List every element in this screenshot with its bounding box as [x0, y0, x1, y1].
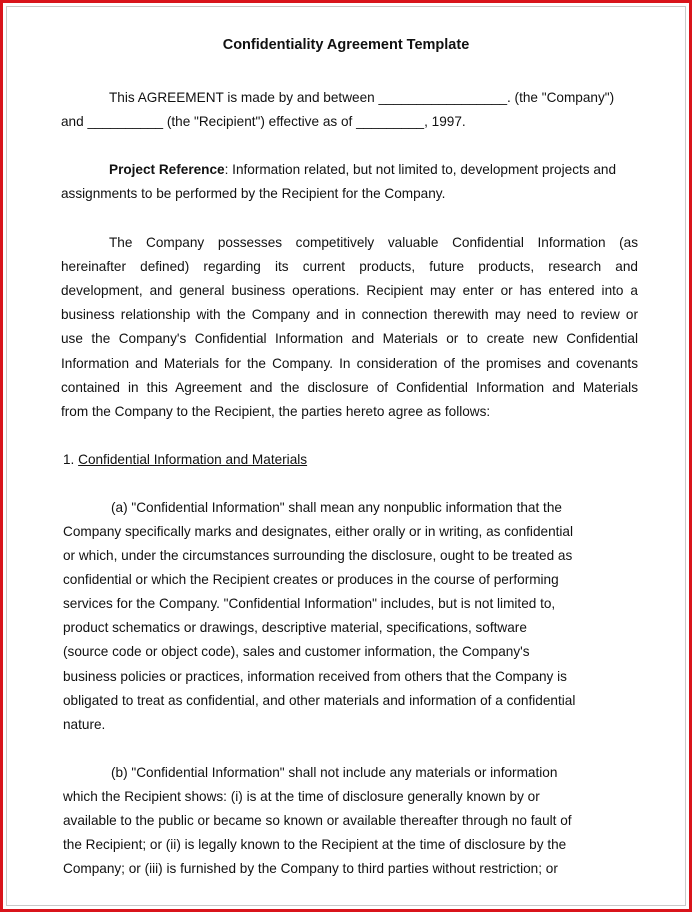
para-a-line: obligated to treat as confidential, and other materials and information of a confidential: [63, 693, 576, 708]
para-a-line: confidential or which the Recipient creates or produces in the course of performing: [63, 572, 559, 587]
company-para-line: contained in this Agreement and the disclosure of Confidential Information and Materials: [61, 380, 638, 395]
company-para-line: use the Company's Confidential Information and Materials or to create new Confidential: [61, 331, 638, 346]
para-b-line: (b) "Confidential Information" shall not include any materials or information: [111, 765, 558, 780]
para-a-line: (source code or object code), sales and customer information, the Company's: [63, 644, 530, 659]
para-a-line: product schematics or drawings, descriptive material, specifications, software: [63, 620, 527, 635]
section-1-number: 1.: [63, 452, 79, 467]
project-reference-text: : Information related, but not limited to, development projects and: [224, 162, 617, 177]
company-para-line: hereinafter defined) regarding its current products, future products, research and: [61, 259, 638, 274]
para-b-line: Company; or (iii) is furnished by the Company to third parties without restriction; or: [63, 861, 558, 876]
project-reference-line-2: assignments to be performed by the Recipient for the Company.: [61, 186, 446, 201]
para-a-line: (a) "Confidential Information" shall mean any nonpublic information that the: [111, 500, 562, 515]
para-a-line: business policies or practices, information received from others that the Company is: [63, 669, 567, 684]
project-reference-line-1: [109, 161, 616, 179]
company-para-line: Information and Materials for the Company. In consideration of the promises and covenants: [61, 356, 638, 371]
para-a-line: or which, under the circumstances surrounding the disclosure, ought to be treated as: [63, 548, 573, 563]
project-reference-label: Project Reference: [109, 162, 225, 177]
section-1-title: Confidential Information and Materials: [78, 452, 308, 467]
para-a-line: nature.: [63, 717, 106, 732]
section-1-heading: [63, 451, 307, 469]
para-b-line: available to the public or became so known or available thereafter through no fault of: [63, 813, 572, 828]
para-a-line: services for the Company. "Confidential Information" includes, but is not limited to,: [63, 596, 556, 611]
company-para-line: business relationship with the Company and in connection therewith may need to review or: [61, 307, 638, 322]
para-a-line: Company specifically marks and designates, either orally or in writing, as confidential: [63, 524, 574, 539]
company-para-line: from the Company to the Recipient, the parties hereto agree as follows:: [61, 404, 491, 419]
intro-line-2: and __________ (the "Recipient") effective as of _________, 1997.: [61, 114, 466, 129]
para-b-line: the Recipient; or (ii) is legally known to the Recipient at the time of disclosure by the: [63, 837, 567, 852]
company-para-line: The Company possesses competitively valuable Confidential Information (as: [109, 235, 638, 250]
document-title: Confidentiality Agreement Template: [222, 37, 470, 53]
para-b-line: which the Recipient shows: (i) is at the time of disclosure generally known by or: [63, 789, 540, 804]
company-para-line: development, and general business operations. Recipient may enter or has entered into a: [61, 283, 638, 298]
intro-line-1: This AGREEMENT is made by and between _________________. (the "Company"): [109, 90, 615, 105]
